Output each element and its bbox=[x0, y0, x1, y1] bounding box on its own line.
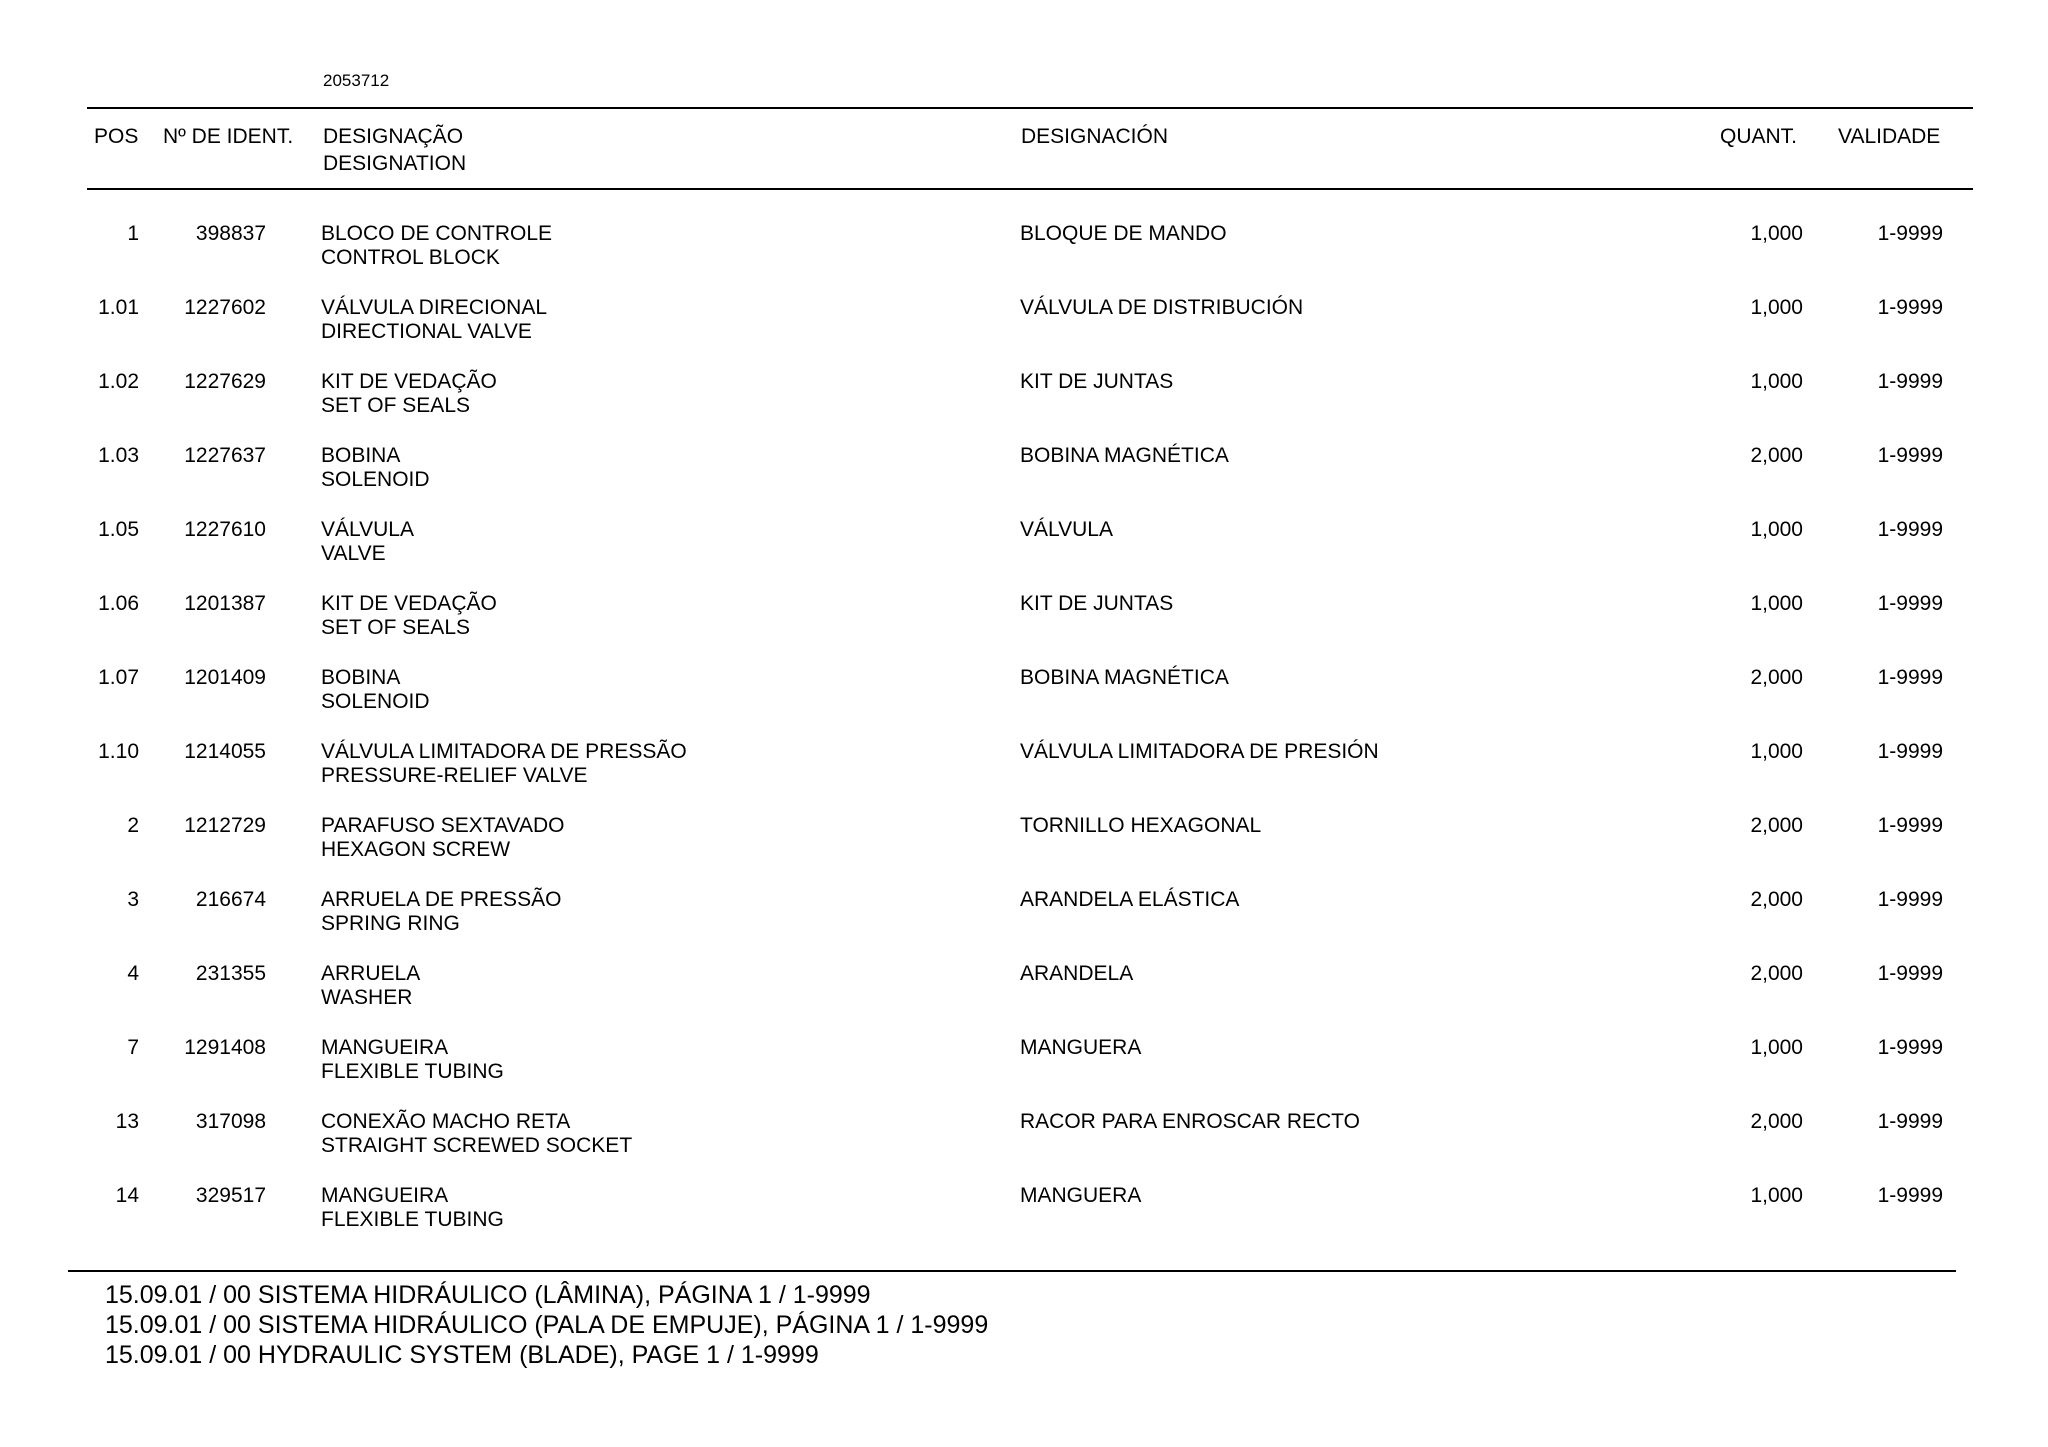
cell-quantity: 2,000 bbox=[1750, 814, 1803, 837]
cell-designacion: BOBINA MAGNÉTICA bbox=[1020, 666, 1229, 689]
cell-validity: 1-9999 bbox=[1877, 222, 1943, 245]
cell-designacao: MANGUEIRA bbox=[321, 1036, 449, 1059]
footer-line-en: 15.09.01 / 00 HYDRAULIC SYSTEM (BLADE), PAGE 1 / 1-9999 bbox=[105, 1341, 819, 1369]
cell-pos: 4 bbox=[127, 962, 139, 985]
cell-designacao: VÁLVULA LIMITADORA DE PRESSÃO bbox=[321, 740, 687, 763]
table-row bbox=[0, 370, 2048, 444]
parts-table bbox=[0, 222, 2048, 1258]
cell-pos: 1.01 bbox=[98, 296, 139, 319]
cell-designacao: MANGUEIRA bbox=[321, 1184, 449, 1207]
cell-designation: FLEXIBLE TUBING bbox=[321, 1208, 504, 1231]
table-row bbox=[0, 814, 2048, 888]
cell-pos: 1.06 bbox=[98, 592, 139, 615]
cell-pos: 1.07 bbox=[98, 666, 139, 689]
cell-designacao: ARRUELA DE PRESSÃO bbox=[321, 888, 562, 911]
cell-ident: 317098 bbox=[195, 1110, 266, 1133]
cell-validity: 1-9999 bbox=[1877, 814, 1943, 837]
table-row bbox=[0, 592, 2048, 666]
cell-ident: 1201387 bbox=[184, 592, 266, 615]
document-number: 2053712 bbox=[323, 71, 390, 90]
cell-quantity: 1,000 bbox=[1750, 370, 1803, 393]
cell-ident: 398837 bbox=[195, 222, 266, 245]
table-row bbox=[0, 740, 2048, 814]
cell-designacao: KIT DE VEDAÇÃO bbox=[321, 370, 497, 393]
cell-validity: 1-9999 bbox=[1877, 370, 1943, 393]
cell-quantity: 1,000 bbox=[1750, 1184, 1803, 1207]
cell-ident: 1212729 bbox=[184, 814, 266, 837]
cell-ident: 231355 bbox=[195, 962, 266, 985]
cell-quantity: 2,000 bbox=[1750, 1110, 1803, 1133]
table-row bbox=[0, 888, 2048, 962]
cell-designation: CONTROL BLOCK bbox=[321, 246, 500, 269]
cell-validity: 1-9999 bbox=[1877, 1184, 1943, 1207]
cell-quantity: 1,000 bbox=[1750, 740, 1803, 763]
cell-designation: HEXAGON SCREW bbox=[321, 838, 511, 861]
cell-quantity: 2,000 bbox=[1750, 962, 1803, 985]
cell-validity: 1-9999 bbox=[1877, 1036, 1943, 1059]
cell-validity: 1-9999 bbox=[1877, 740, 1943, 763]
table-row bbox=[0, 962, 2048, 1036]
cell-pos: 14 bbox=[115, 1184, 139, 1207]
table-row bbox=[0, 1184, 2048, 1258]
cell-designacion: KIT DE JUNTAS bbox=[1020, 370, 1174, 393]
cell-validity: 1-9999 bbox=[1877, 962, 1943, 985]
cell-pos: 3 bbox=[127, 888, 139, 911]
cell-designation: FLEXIBLE TUBING bbox=[321, 1060, 504, 1083]
cell-pos: 7 bbox=[127, 1036, 139, 1059]
cell-ident: 1291408 bbox=[184, 1036, 266, 1059]
cell-validity: 1-9999 bbox=[1877, 666, 1943, 689]
cell-designacao: BOBINA bbox=[321, 666, 401, 689]
cell-validity: 1-9999 bbox=[1877, 888, 1943, 911]
cell-ident: 1201409 bbox=[184, 666, 266, 689]
column-header-designacao: DESIGNAÇÃO bbox=[323, 125, 464, 148]
cell-designacion: ARANDELA ELÁSTICA bbox=[1020, 888, 1240, 911]
cell-quantity: 1,000 bbox=[1750, 592, 1803, 615]
cell-quantity: 2,000 bbox=[1750, 444, 1803, 467]
column-header-pos: POS bbox=[94, 125, 139, 148]
cell-quantity: 2,000 bbox=[1750, 888, 1803, 911]
cell-designacao: PARAFUSO SEXTAVADO bbox=[321, 814, 565, 837]
cell-designation: WASHER bbox=[321, 986, 413, 1009]
cell-quantity: 1,000 bbox=[1750, 296, 1803, 319]
cell-validity: 1-9999 bbox=[1877, 444, 1943, 467]
cell-ident: 216674 bbox=[195, 888, 266, 911]
cell-designacion: TORNILLO HEXAGONAL bbox=[1020, 814, 1262, 837]
cell-designation: SET OF SEALS bbox=[321, 616, 470, 639]
cell-designacion: VÁLVULA bbox=[1020, 518, 1113, 541]
cell-validity: 1-9999 bbox=[1877, 592, 1943, 615]
table-row bbox=[0, 666, 2048, 740]
column-header-designation-en: DESIGNATION bbox=[323, 152, 467, 175]
cell-ident: 329517 bbox=[195, 1184, 266, 1207]
table-row bbox=[0, 296, 2048, 370]
cell-designacion: KIT DE JUNTAS bbox=[1020, 592, 1174, 615]
cell-designacao: BOBINA bbox=[321, 444, 401, 467]
header-top-rule bbox=[87, 107, 1973, 109]
column-header-validade: VALIDADE bbox=[1838, 125, 1941, 148]
table-row bbox=[0, 222, 2048, 296]
cell-pos: 1.03 bbox=[98, 444, 139, 467]
cell-designacion: ARANDELA bbox=[1020, 962, 1134, 985]
column-header-designation bbox=[323, 123, 466, 177]
cell-quantity: 2,000 bbox=[1750, 666, 1803, 689]
cell-pos: 1.02 bbox=[98, 370, 139, 393]
footer-line-es: 15.09.01 / 00 SISTEMA HIDRÁULICO (PALA DE EMPUJE), PÁGINA 1 / 1-9999 bbox=[105, 1311, 989, 1339]
footer-line-pt: 15.09.01 / 00 SISTEMA HIDRÁULICO (LÂMINA), PÁGINA 1 / 1-9999 bbox=[105, 1281, 871, 1309]
cell-pos: 1.05 bbox=[98, 518, 139, 541]
cell-ident: 1227610 bbox=[184, 518, 266, 541]
cell-validity: 1-9999 bbox=[1877, 296, 1943, 319]
cell-quantity: 1,000 bbox=[1750, 1036, 1803, 1059]
table-row bbox=[0, 1036, 2048, 1110]
cell-designation: SOLENOID bbox=[321, 690, 430, 713]
cell-designacion: BLOQUE DE MANDO bbox=[1020, 222, 1227, 245]
cell-designation: DIRECTIONAL VALVE bbox=[321, 320, 532, 343]
cell-designacao: CONEXÃO MACHO RETA bbox=[321, 1110, 571, 1133]
table-row bbox=[0, 518, 2048, 592]
cell-designacion: BOBINA MAGNÉTICA bbox=[1020, 444, 1229, 467]
table-row bbox=[0, 444, 2048, 518]
cell-ident: 1227629 bbox=[184, 370, 266, 393]
cell-validity: 1-9999 bbox=[1877, 518, 1943, 541]
cell-pos: 1.10 bbox=[98, 740, 139, 763]
cell-designacion: VÁLVULA DE DISTRIBUCIÓN bbox=[1020, 296, 1304, 319]
cell-designation: PRESSURE-RELIEF VALVE bbox=[321, 764, 588, 787]
cell-designacao: BLOCO DE CONTROLE bbox=[321, 222, 553, 245]
cell-pos: 1 bbox=[127, 222, 139, 245]
cell-ident: 1227637 bbox=[184, 444, 266, 467]
cell-designacao: ARRUELA bbox=[321, 962, 421, 985]
cell-designation: VALVE bbox=[321, 542, 386, 565]
header-bottom-rule bbox=[87, 188, 1973, 190]
cell-quantity: 1,000 bbox=[1750, 518, 1803, 541]
cell-designacion: MANGUERA bbox=[1020, 1184, 1142, 1207]
column-header-ident: Nº DE IDENT. bbox=[163, 125, 294, 148]
cell-quantity: 1,000 bbox=[1750, 222, 1803, 245]
cell-designacion: VÁLVULA LIMITADORA DE PRESIÓN bbox=[1020, 740, 1379, 763]
cell-designacao: VÁLVULA DIRECIONAL bbox=[321, 296, 548, 319]
cell-designation: SET OF SEALS bbox=[321, 394, 470, 417]
table-bottom-rule bbox=[68, 1270, 1956, 1272]
cell-pos: 13 bbox=[115, 1110, 139, 1133]
cell-designation: STRAIGHT SCREWED SOCKET bbox=[321, 1134, 633, 1157]
cell-ident: 1227602 bbox=[184, 296, 266, 319]
cell-validity: 1-9999 bbox=[1877, 1110, 1943, 1133]
cell-designacao: VÁLVULA bbox=[321, 518, 414, 541]
cell-designacion: MANGUERA bbox=[1020, 1036, 1142, 1059]
table-row bbox=[0, 1110, 2048, 1184]
cell-designation: SOLENOID bbox=[321, 468, 430, 491]
cell-ident: 1214055 bbox=[184, 740, 266, 763]
page-footer bbox=[105, 1280, 988, 1370]
column-header-quant: QUANT. bbox=[1720, 125, 1798, 148]
cell-designation: SPRING RING bbox=[321, 912, 460, 935]
column-header-designacion: DESIGNACIÓN bbox=[1021, 125, 1169, 148]
cell-designacao: KIT DE VEDAÇÃO bbox=[321, 592, 497, 615]
cell-designacion: RACOR PARA ENROSCAR RECTO bbox=[1020, 1110, 1360, 1133]
cell-pos: 2 bbox=[127, 814, 139, 837]
